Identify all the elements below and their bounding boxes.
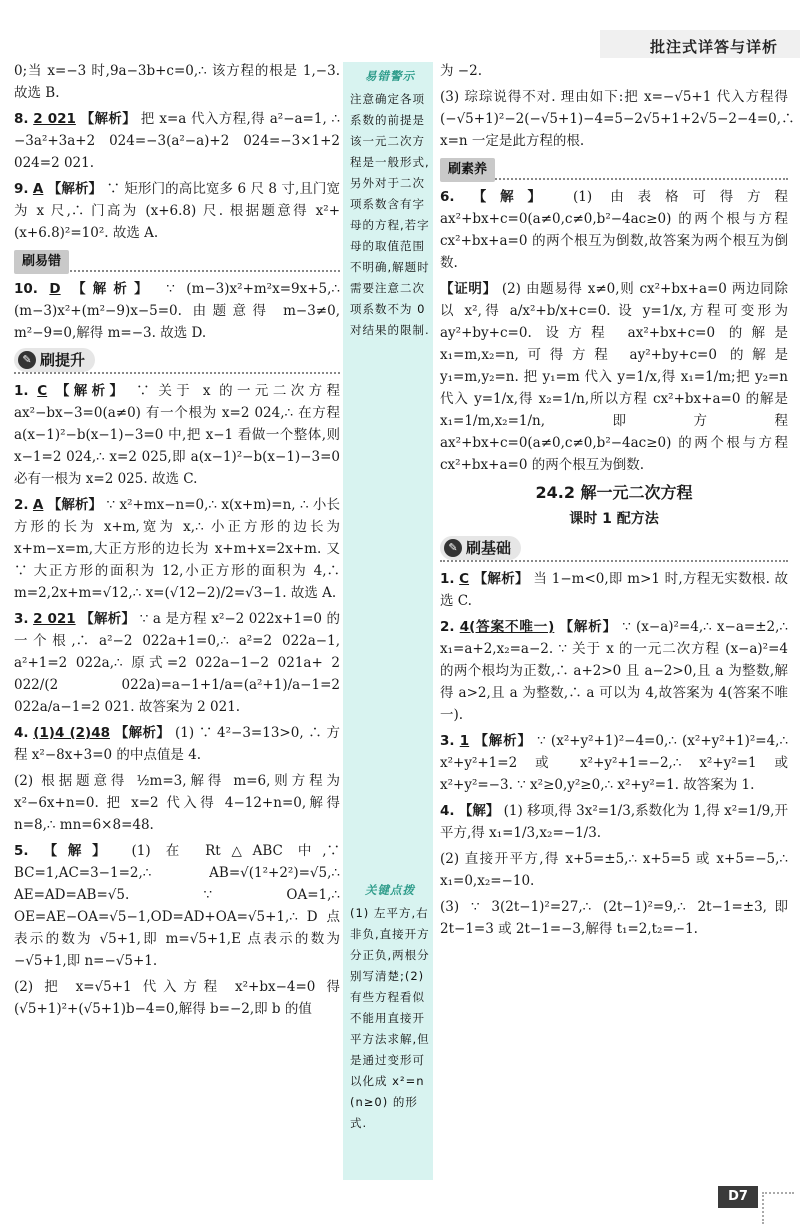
solution-text: (1) 移项,得 3x²=1/3,系数化为 1,得 x²=1/9,开平方,得 x₁=1/3,x₂=−1/3. (440, 803, 788, 841)
basic-question-4-part-2: (2) 直接开平方,得 x+5=±5,∴ x+5=5 或 x+5=−5,∴ x₁=0,x₂=−10. (440, 851, 788, 889)
note-text: 注意确定各项系数的前提是该一元二次方程是一般形式,另外对于二次项系数含有字母的方程,若字母的取值范围不明确,解题时需要注意二次项系数不为 0 对结果的限制. (350, 92, 430, 337)
solution-text: (1) 由表格可得方程 ax²+bx+c=0(a≠0,c≠0,b²−4ac≥0) 的两个根与方程 cx²+bx+a=0 的两个根互为倒数,故答案为两个根互为倒数. (440, 189, 789, 271)
question-number: 6. (440, 189, 455, 205)
solution-text: (1) ∵ 4²−3=13>0, ∴ 方程 x²−8x+3=0 的中点值是 4. (14, 725, 341, 763)
question-number: 4. (440, 803, 455, 819)
proof-tag: 【证明】 (440, 281, 497, 297)
question-5 (14, 840, 340, 972)
note-text: (1) 左平方,右非负,直接开方分正负,两根分别写清楚;(2) 有些方程看似不能用直接开平方法求解,但是通过变形可以化成 x²=n (n≥0) 的形式. (350, 906, 430, 1130)
analysis-tag: 【解析】 (55, 383, 128, 399)
solution-text: ∵ (x²+y²+1)²−4=0,∴ (x²+y²+1)²=4,∴ x²+y²+1=2 或 x²+y²+1=−2,∴ x²+y²=1 或 x²+y²=−3. ∵ x²≥0,y²≥0,∴ x²+y²=1. 故答案为 1. (440, 733, 789, 793)
question-number: 2. (440, 619, 455, 635)
basic-question-4-part-3: (3) ∵ 3(2t−1)²=27,∴ (2t−1)²=9,∴ 2t−1=±3,即 2t−1=3 或 2t−1=−3,解得 t₁=2,t₂=−1. (440, 899, 788, 937)
section-divider (440, 536, 788, 562)
answer: C (459, 571, 470, 587)
section-quality: 刷素养 (440, 158, 495, 182)
analysis-tag: 【解析】 (473, 571, 529, 587)
section-label: 刷基础 (466, 539, 512, 557)
basic-question-2 (440, 616, 788, 726)
solution-tag: 【解】 (43, 843, 117, 859)
lesson-heading: 课时 1 配方法 (569, 511, 659, 527)
question-number: 5. (14, 843, 29, 859)
brush-icon: ✎ (18, 351, 36, 369)
note-key-points (350, 880, 430, 1134)
question-number: 9. (14, 181, 29, 197)
question-9 (14, 178, 340, 244)
question-number: 3. (440, 733, 455, 749)
solution-text: ∵ (x−a)²=4,∴ x−a=±2,∴ x₁=a+2,x₂=a−2. ∵ 关于 x 的一元二次方程 (x−a)²=4 的两个根均为正数,∴ a+2>0 且 a−2>0,且 a 为整数,解得 a>2,且 a 为整数,∴ a 可以为 4,故答案为 4(答案不唯一). (440, 619, 788, 723)
question-4 (14, 722, 340, 766)
analysis-tag: 【解析】 (114, 725, 171, 741)
note-title: 易错警示 (365, 69, 415, 83)
section-basic-badge (440, 536, 521, 560)
continued-text: 为 −2. (440, 63, 482, 79)
continued-text: 0;当 x=−3 时,9a−3b+c=0,∴ 该方程的根是 1,−3. 故选 B. (14, 63, 340, 101)
analysis-tag: 【解析】 (80, 111, 137, 127)
analysis-tag: 【解析】 (559, 619, 618, 635)
answer: C (37, 383, 48, 399)
brush-icon: ✎ (444, 539, 462, 557)
question-2 (14, 494, 340, 604)
solution-tag: 【解】 (458, 803, 500, 819)
question-8 (14, 108, 340, 174)
answer: A (32, 497, 44, 513)
solution-text: ∵ x²+mx−n=0,∴ x(x+m)=n, ∴ 小长方形的长为 x+m,宽为 x,∴ 小正方形的边长为 x+m−x=m,大正方形的边长为 x+m+x=2x+m. 又∵ 大正方形的面积为 12,小正方形的面积为 4,∴ m=2,2x+m=√12,∴ x=(√12−2)/2=√3−1. 故选 A. (14, 497, 341, 601)
note-title: 关键点拨 (365, 883, 415, 897)
analysis-tag: 【解析】 (72, 281, 155, 297)
question-6 (440, 186, 788, 274)
analysis-tag: 【解析】 (474, 733, 532, 749)
question-5-part-2: (2) 把 x=√5+1 代入方程 x²+bx−4=0 得 (√5+1)²+(√5+1)b−4=0,解得 b=−2,即 b 的值 (14, 979, 340, 1017)
analysis-tag: 【解析】 (47, 181, 103, 197)
question-number: 2. (14, 497, 29, 513)
answer: A (32, 181, 44, 197)
answer: (1)4 (2)48 (33, 725, 110, 741)
right-column (440, 60, 795, 944)
question-6-part-2 (440, 278, 788, 476)
question-number: 10. (14, 281, 38, 297)
answer: 2 021 (33, 611, 76, 627)
section-divider (14, 248, 340, 272)
question-number: 4. (14, 725, 29, 741)
answer: 2 021 (33, 111, 76, 127)
analysis-tag: 【解析】 (47, 497, 103, 513)
answer: 4(答案不唯一) (459, 619, 555, 635)
solution-text: ∵ a 是方程 x²−2 022x+1=0 的一个根,∴ a²−2 022a+1=0,∴ a²=2 022a−1, a²+1=2 022a,∴ 原式=2 022a−1−2 021a+ 2 022/(2 022a)=a−1+1/a=(a²+1)/a−1=2 022a/a−1=2 021. 故答案为 2 021. (14, 611, 341, 715)
solution-text: ∵ 关于 x 的一元二次方程 ax²−bx−3=0(a≠0) 有一个根为 x=2 024,∴ 在方程 a(x−1)²−b(x−1)−3=0 中,把 x−1 看做一个整体,则 x−1=2 024,∴ x=2 025,即 a(x−1)²−b(x−1)−3=0 必有一根为 x=2 025. 故选 C. (14, 383, 341, 487)
question-number: 3. (14, 611, 29, 627)
solution-text: 当 1−m<0,即 m>1 时,方程无实数根. 故选 C. (440, 571, 789, 609)
page-corner-decoration (762, 1192, 794, 1224)
solution-text: (1) 在 Rt△ABC 中,∵ BC=1,AC=3−1=2,∴ AB=√(1²+2²)=√5,∴ AE=AD=AB=√5. ∵ OA=1,∴ OE=AE−OA=√5−1,OD=AD+OA=√5+1,∴ D 点表示的数为 √5+1,即 m=√5+1,E 点表示的数为 −√5+1,即 n=−√5+1. (14, 843, 341, 969)
basic-question-3 (440, 730, 788, 796)
basic-question-4 (440, 800, 788, 844)
question-number: 1. (440, 571, 455, 587)
section-divider (440, 156, 788, 180)
basic-question-1 (440, 568, 788, 612)
proof-text: (2) 由题易得 x≠0,则 cx²+bx+a=0 两边同除以 x²,得 a/x²+b/x+c=0. 设 y=1/x,方程可变形为 ay²+by+c=0. 设方程 ax²+bx+c=0 的解是 x₁=m,x₂=n,可得方程 ay²+by+c=0 的解是 y₁=m,y₂=n. 把 y₁=m 代入 y=1/x,得 x₁=1/m;把 y₂=n 代入 y=1/x,得 x₂=1/n,所以方程 cx²+bx+a=0 的解是 x₁=1/m,x₂=1/n,即方程 ax²+bx+c=0(a≠0,c≠0,b²−4ac≥0) 的两个根与方程 cx²+bx+a=0 的两个根互为倒数. (440, 281, 788, 473)
section-label: 刷提升 (40, 351, 86, 369)
header-title: 批注式详答与详析 (649, 38, 778, 56)
question-1 (14, 380, 340, 490)
question-3 (14, 608, 340, 718)
section-improve-badge (14, 348, 95, 372)
question-4-part-2: (2) 根据题意得 ½m=3,解得 m=6,则方程为 x²−6x+n=0. 把 x=2 代入得 4−12+n=0,解得 n=8,∴ mn=6×8=48. (14, 773, 340, 833)
solution-text: 把 x=a 代入方程,得 a²−a=1, ∴ −3a²+3a+2 024=−3(a²−a)+2 024=−3×1+2 024=2 021. (14, 111, 341, 171)
question-5-part-3: (3) 琮琮说得不对. 理由如下:把 x=−√5+1 代入方程得 (−√5+1)²−2(−√5+1)−4=5−2√5+1+2√5−2−4=0,∴ x=n 一定是此方程的根. (440, 89, 795, 149)
answer: 1 (459, 733, 470, 749)
section-easy-mistake: 刷易错 (14, 250, 69, 274)
page-number: D7 (718, 1186, 758, 1208)
note-error-warning (350, 66, 430, 341)
solution-text: ∵ (m−3)x²+m²x=9x+5,∴ (m−3)x²+(m²−9)x−5=0. 由题意得 m−3≠0, m²−9=0,解得 m=−3. 故选 D. (14, 281, 340, 341)
solution-text: ∵ 矩形门的高比宽多 6 尺 8 寸,且门宽为 x 尺,∴ 门高为 (x+6.8) 尺. 根据题意得 x²+(x+6.8)²=10². 故选 A. (14, 181, 341, 241)
question-number: 8. (14, 111, 29, 127)
question-number: 1. (14, 383, 29, 399)
section-divider (14, 348, 340, 374)
answer: D (49, 281, 61, 297)
left-column (14, 60, 340, 1024)
analysis-tag: 【解析】 (80, 611, 136, 627)
solution-tag: 【解】 (472, 189, 555, 205)
page-header (0, 0, 800, 58)
chapter-heading: 24.2 解一元二次方程 (535, 483, 693, 502)
question-10 (14, 278, 340, 344)
